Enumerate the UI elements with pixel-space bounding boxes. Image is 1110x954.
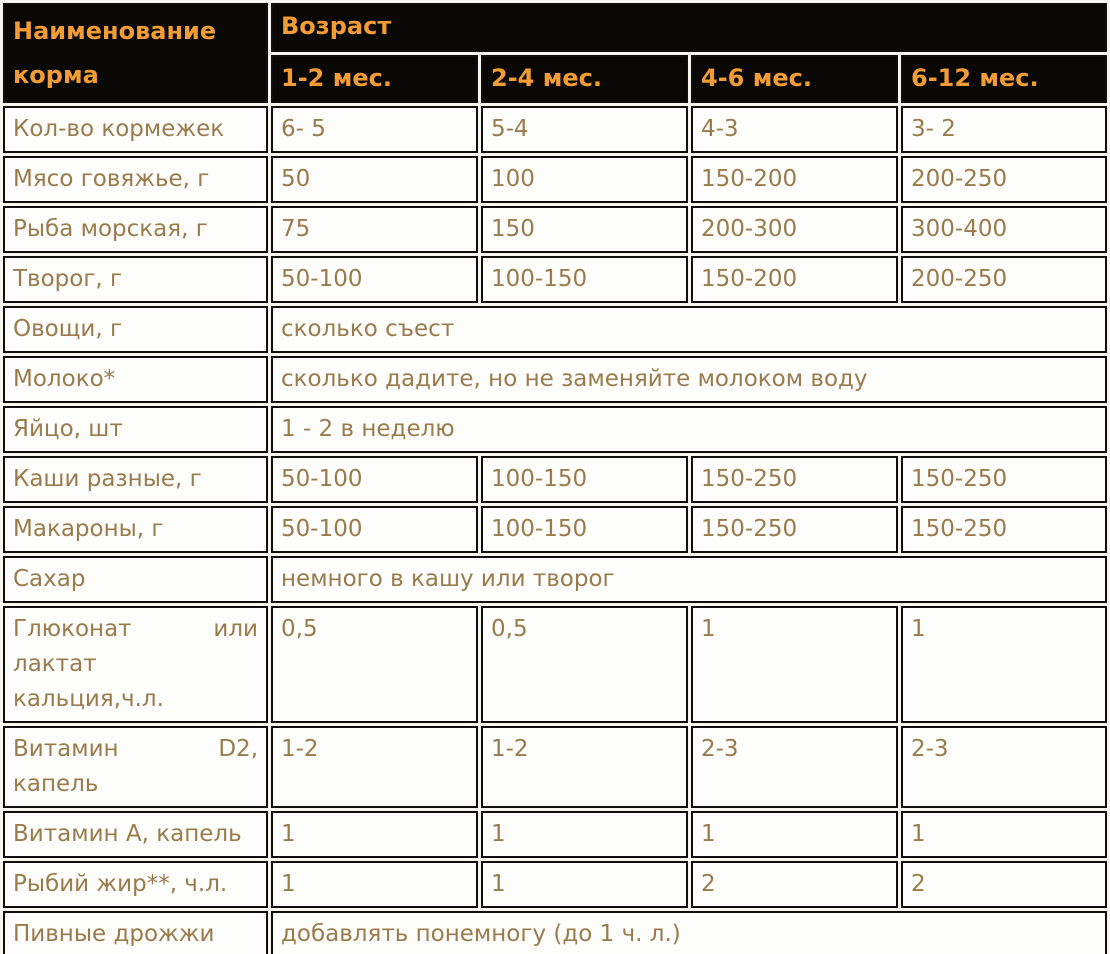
value-cell: 0,5 (271, 606, 478, 723)
value-cell: 2 (901, 861, 1107, 908)
value-cell: 100-150 (481, 256, 688, 303)
value-cell: 1 (901, 811, 1107, 858)
table-row (3, 556, 1107, 603)
row-label-cell: Сахар (3, 556, 268, 603)
feeding-table-body (3, 106, 1107, 954)
table-row (3, 456, 1107, 503)
value-cell: 1 (691, 606, 898, 723)
table-row (3, 811, 1107, 858)
table-row (3, 156, 1107, 203)
value-cell: 150-250 (901, 456, 1107, 503)
row-label-cell: Глюконат или лактат кальция,ч.л. (3, 606, 268, 723)
value-cell: 100-150 (481, 506, 688, 553)
column-header-age-1-2: 1-2 мес. (271, 55, 478, 104)
value-cell: 75 (271, 206, 478, 253)
value-cell: 0,5 (481, 606, 688, 723)
value-cell: 200-300 (691, 206, 898, 253)
value-cell: 200-250 (901, 256, 1107, 303)
value-cell: 150-250 (901, 506, 1107, 553)
value-cell: 300-400 (901, 206, 1107, 253)
value-cell: 150-250 (691, 456, 898, 503)
value-cell: 150-200 (691, 156, 898, 203)
table-row (3, 206, 1107, 253)
value-cell: 100 (481, 156, 688, 203)
row-label-cell: Витамин D2, капель (3, 726, 268, 808)
row-span-value-cell: добавлять понемногу (до 1 ч. л.) (271, 911, 1107, 954)
value-cell: 50-100 (271, 456, 478, 503)
value-cell: 2-3 (691, 726, 898, 808)
row-label-cell: Молоко* (3, 356, 268, 403)
row-label-cell: Мясо говяжье, г (3, 156, 268, 203)
table-row (3, 406, 1107, 453)
value-cell: 2-3 (901, 726, 1107, 808)
row-label-cell: Рыбий жир**, ч.л. (3, 861, 268, 908)
row-label-cell: Овощи, г (3, 306, 268, 353)
row-label-cell: Рыба морская, г (3, 206, 268, 253)
row-label-cell: Творог, г (3, 256, 268, 303)
value-cell: 150 (481, 206, 688, 253)
value-cell: 100-150 (481, 456, 688, 503)
feeding-table-header (3, 3, 1107, 103)
row-label-cell: Макароны, г (3, 506, 268, 553)
value-cell: 1 (481, 861, 688, 908)
value-cell: 1 (481, 811, 688, 858)
column-header-age-2-4: 2-4 мес. (481, 55, 688, 104)
value-cell: 50-100 (271, 256, 478, 303)
value-cell: 50 (271, 156, 478, 203)
value-cell: 1-2 (271, 726, 478, 808)
value-cell: 1 (271, 811, 478, 858)
value-cell: 150-250 (691, 506, 898, 553)
column-header-food-name: Наименование корма (3, 3, 268, 103)
table-row (3, 306, 1107, 353)
value-cell: 5-4 (481, 106, 688, 153)
value-cell: 1-2 (481, 726, 688, 808)
value-cell: 50-100 (271, 506, 478, 553)
table-row (3, 911, 1107, 954)
value-cell: 3- 2 (901, 106, 1107, 153)
table-row (3, 356, 1107, 403)
table-row (3, 506, 1107, 553)
value-cell: 4-3 (691, 106, 898, 153)
row-label-cell: Яйцо, шт (3, 406, 268, 453)
table-row (3, 726, 1107, 808)
value-cell: 1 (271, 861, 478, 908)
column-header-age-6-12: 6-12 мес. (901, 55, 1107, 104)
value-cell: 2 (691, 861, 898, 908)
row-label-cell: Пивные дрожжи (3, 911, 268, 954)
row-label-cell: Витамин А, капель (3, 811, 268, 858)
row-label-cell: Кол-во кормежек (3, 106, 268, 153)
value-cell: 150-200 (691, 256, 898, 303)
column-header-age: Возраст (271, 3, 1107, 52)
table-row (3, 861, 1107, 908)
row-span-value-cell: сколько дадите, но не заменяйте молоком воду (271, 356, 1107, 403)
value-cell: 1 (691, 811, 898, 858)
row-span-value-cell: немного в кашу или творог (271, 556, 1107, 603)
row-span-value-cell: сколько съест (271, 306, 1107, 353)
table-row (3, 256, 1107, 303)
row-label-cell: Каши разные, г (3, 456, 268, 503)
column-header-age-4-6: 4-6 мес. (691, 55, 898, 104)
value-cell: 6- 5 (271, 106, 478, 153)
row-span-value-cell: 1 - 2 в неделю (271, 406, 1107, 453)
table-row (3, 106, 1107, 153)
header-row-top (3, 3, 1107, 52)
value-cell: 1 (901, 606, 1107, 723)
table-row (3, 606, 1107, 723)
value-cell: 200-250 (901, 156, 1107, 203)
